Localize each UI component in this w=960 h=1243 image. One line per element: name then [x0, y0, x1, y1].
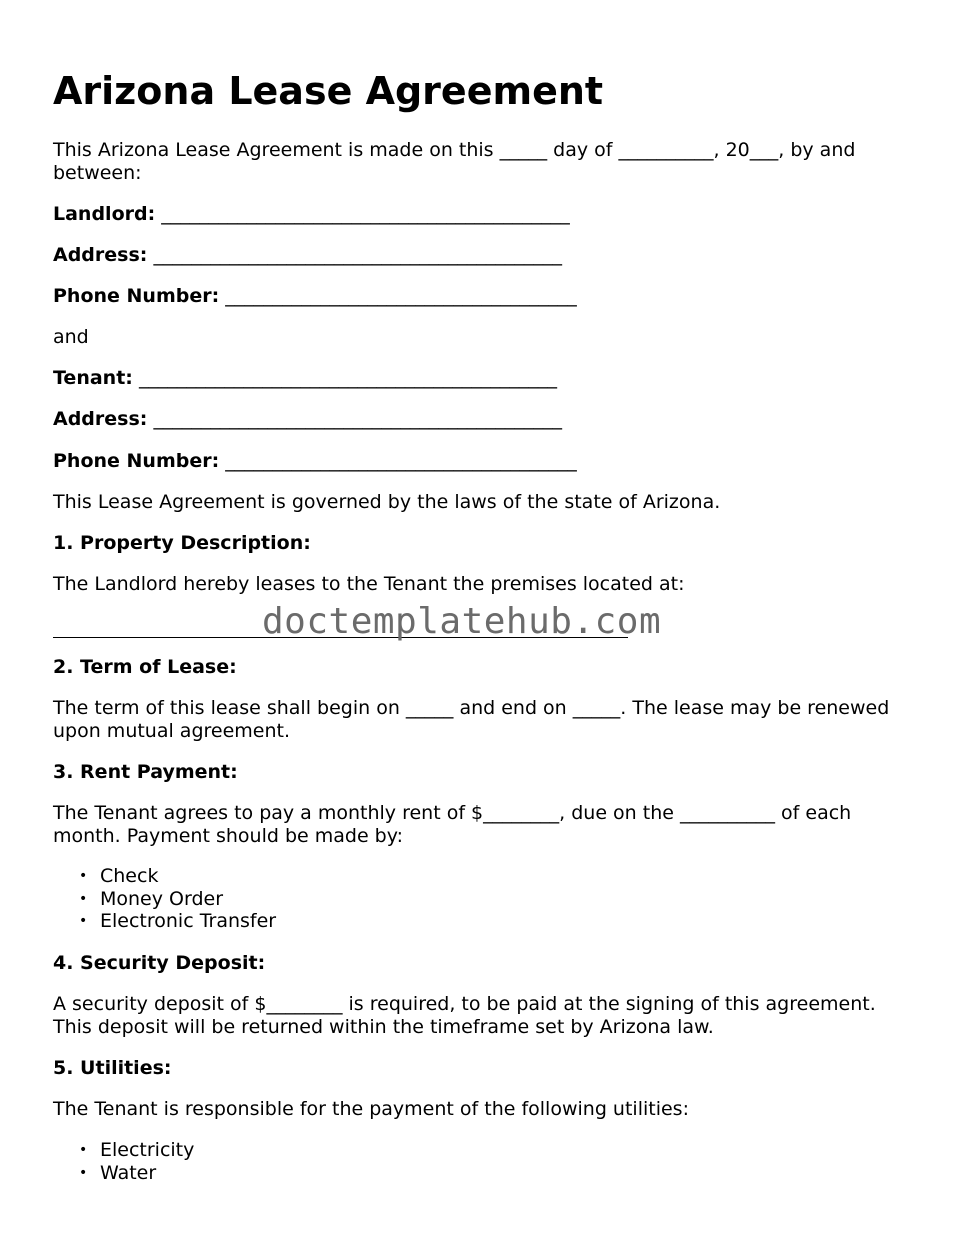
landlord-name-label: Landlord:: [53, 203, 156, 225]
tenant-address-label: Address:: [53, 408, 148, 430]
tenant-name-label: Tenant:: [53, 367, 133, 389]
and-text: and: [53, 326, 89, 348]
rent-heading: 3. Rent Payment:: [53, 761, 238, 783]
governing-law-text: This Lease Agreement is governed by the laws of the state of Arizona.: [53, 491, 721, 513]
utilities-text: The Tenant is responsible for the payment of the following utilities:: [53, 1098, 689, 1120]
tenant-phone-blank: _____________________________________: [225, 450, 577, 472]
payment-method-electronic-transfer: Electronic Transfer: [100, 910, 277, 932]
deposit-heading: 4. Security Deposit:: [53, 952, 266, 974]
landlord-address-blank: ___________________________________________: [153, 244, 562, 266]
bullet-icon: •: [79, 868, 88, 884]
bullet-icon: •: [79, 913, 88, 929]
list-item: [79, 865, 276, 888]
landlord-phone-blank: _____________________________________: [225, 285, 577, 307]
watermark-text: doctemplatehub.com: [262, 601, 662, 642]
payment-methods-list: [53, 865, 276, 933]
landlord-phone-label: Phone Number:: [53, 285, 220, 307]
tenant-name-line: [53, 367, 557, 390]
page-title: Arizona Lease Agreement: [53, 69, 604, 113]
landlord-address-label: Address:: [53, 244, 148, 266]
rent-text: The Tenant agrees to pay a monthly rent of $________, due on the __________ of each month. Payment should be made by:: [53, 802, 852, 847]
utility-electricity: Electricity: [100, 1139, 195, 1161]
tenant-address-line: [53, 408, 562, 431]
bullet-icon: •: [79, 890, 88, 907]
bullet-icon: •: [79, 1142, 88, 1158]
term-text: The term of this lease shall begin on _____ and end on _____. The lease may be renewed upon mutual agreement.: [53, 697, 890, 742]
payment-method-check: Check: [100, 865, 159, 887]
list-item: [79, 1139, 195, 1162]
tenant-phone-line: [53, 450, 577, 473]
deposit-text: A security deposit of $________ is required, to be paid at the signing of this agreement. This deposit will be returned within the timeframe set by Arizona law.: [53, 993, 876, 1038]
landlord-name-blank: ___________________________________________: [161, 203, 570, 225]
intro-paragraph: This Arizona Lease Agreement is made on this _____ day of __________, 20___, by and between:: [53, 139, 856, 184]
landlord-address-line: [53, 244, 562, 267]
tenant-address-blank: ___________________________________________: [153, 408, 562, 430]
utilities-list: [53, 1139, 194, 1184]
landlord-phone-line: [53, 285, 577, 308]
term-heading: 2. Term of Lease:: [53, 656, 237, 678]
list-item: [79, 910, 277, 933]
utilities-heading: 5. Utilities:: [53, 1057, 172, 1079]
tenant-phone-label: Phone Number:: [53, 450, 220, 472]
payment-method-money-order: Money Order: [100, 887, 224, 910]
bullet-icon: •: [79, 1164, 88, 1181]
utility-water: Water: [100, 1161, 157, 1184]
property-heading: 1. Property Description:: [53, 532, 311, 554]
property-text: The Landlord hereby leases to the Tenant the premises located at:: [53, 573, 685, 595]
list-item: [79, 1161, 194, 1185]
list-item: [79, 887, 276, 911]
tenant-name-blank: ____________________________________________: [138, 367, 557, 389]
landlord-name-line: [53, 203, 570, 226]
